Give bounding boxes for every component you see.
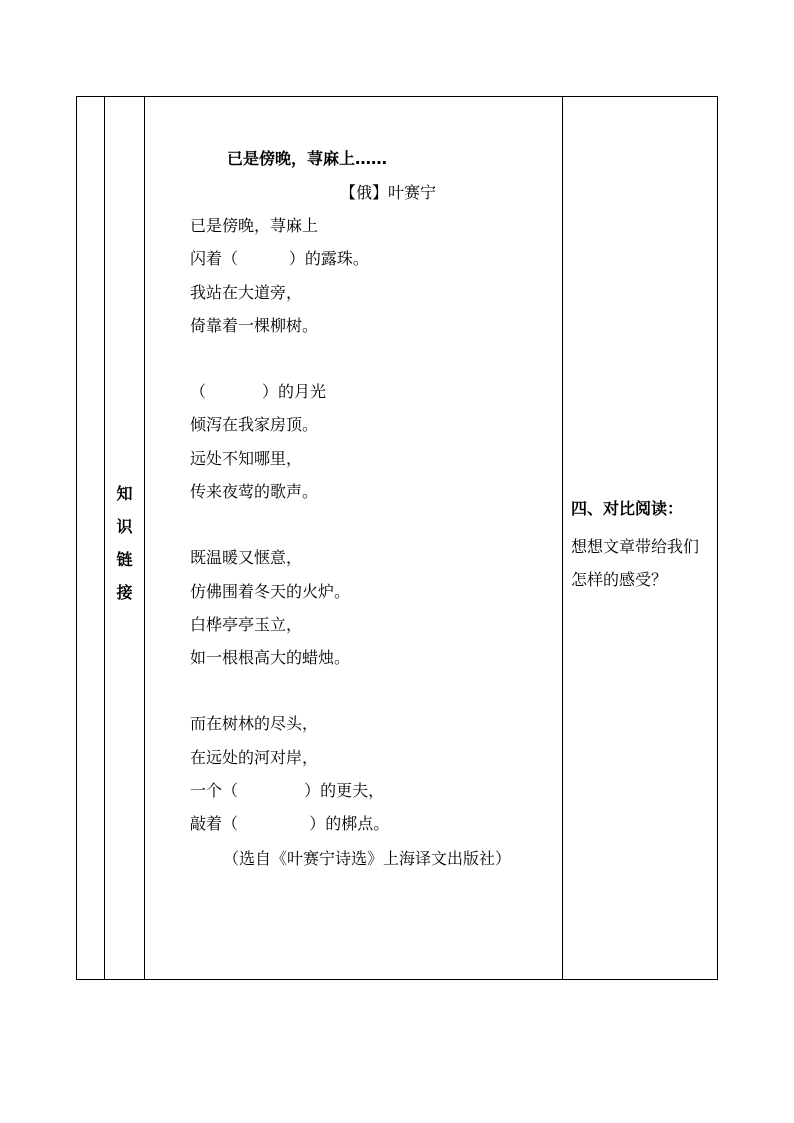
poem-line: 在远处的河对岸， (190, 748, 319, 767)
poem-line: 已是傍晚，荨麻上 (190, 216, 319, 235)
poem-title: 已是傍晚，荨麻上…… (227, 149, 388, 168)
reading-question: 想想文章带给我们怎样的感受？ (571, 537, 700, 589)
side-label-char: 接 (116, 583, 133, 602)
poem-line: 仿佛围着冬天的火炉。 (190, 582, 351, 601)
poem-line: 既温暖又惬意， (190, 548, 303, 567)
worksheet-table (76, 96, 718, 980)
poem-line: （ ）的月光 (190, 382, 326, 401)
side-label-char: 识 (116, 517, 133, 536)
knowledge-link-label (105, 477, 144, 609)
poem-author: 【俄】叶赛宁 (340, 183, 437, 202)
poem-line: 远处不知哪里， (190, 449, 303, 468)
poem-line: 如一根根高大的蜡烛。 (190, 648, 351, 667)
poem-line: 闪着（ ）的露珠。 (190, 249, 369, 268)
contrast-reading-cell (563, 97, 717, 979)
poem-line: 白桦亭亭玉立， (190, 615, 303, 634)
poem-source: （选自《叶赛宁诗选》上海译文出版社） (223, 849, 512, 868)
poem-line: 倾泻在我家房顶。 (190, 415, 319, 434)
side-label-char: 知 (116, 484, 133, 503)
poem-line: 我站在大道旁， (190, 283, 303, 302)
poem-line: 倚靠着一棵柳树。 (190, 316, 319, 335)
poem-cell (145, 97, 562, 979)
poem-line: 一个（ ）的更夫， (190, 781, 385, 800)
poem-line: 而在树林的尽头， (190, 714, 319, 733)
section-heading: 四、对比阅读： (571, 499, 684, 518)
side-label-char: 链 (116, 550, 133, 569)
poem-line: 敲着（ ）的梆点。 (190, 814, 390, 833)
poem-line: 传来夜莺的歌声。 (190, 482, 319, 501)
